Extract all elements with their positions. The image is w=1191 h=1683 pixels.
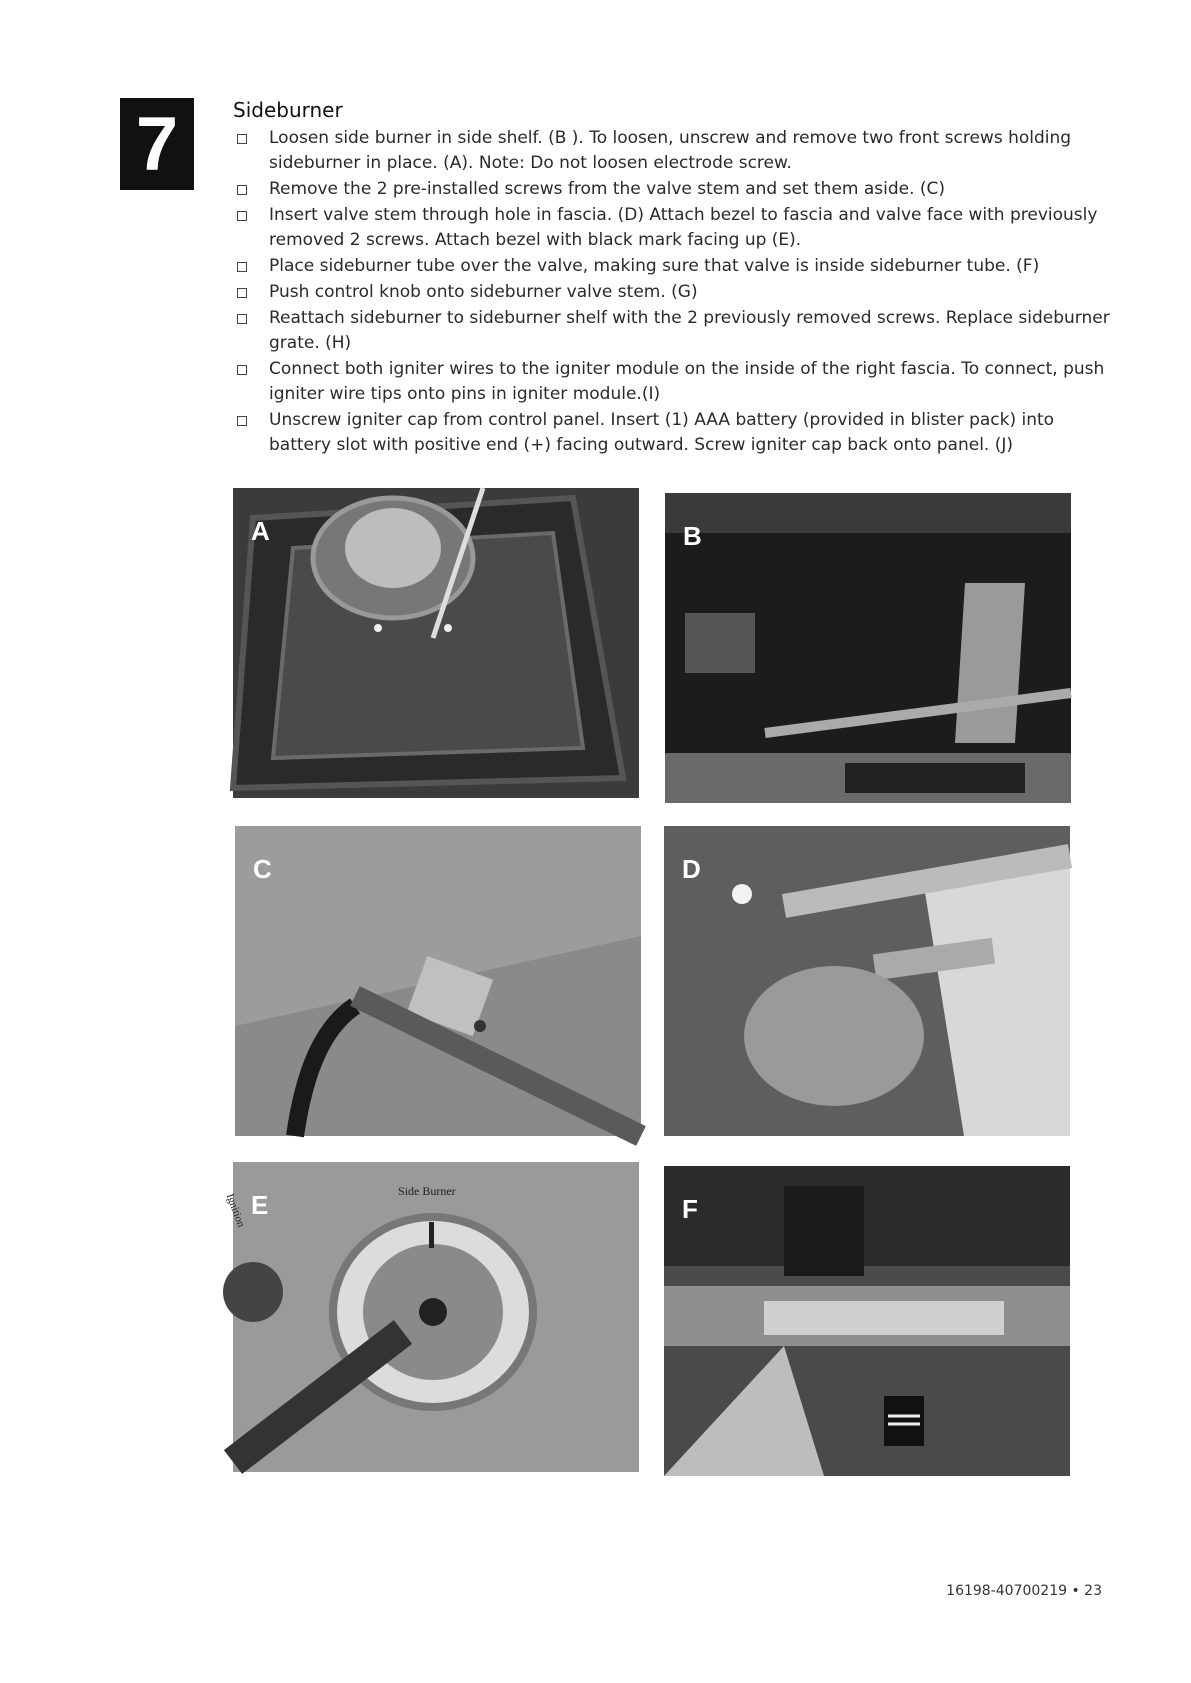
panel-label-side-burner: Side Burner (398, 1184, 456, 1198)
checkbox-icon (237, 416, 247, 426)
photo-b-side-shelf (665, 493, 1071, 803)
instruction-list (233, 126, 1113, 459)
instruction-text: Remove the 2 pre-installed screws from the valve stem and set them aside. (C) (269, 179, 946, 199)
checkbox-icon (237, 262, 247, 272)
instruction-text: Unscrew igniter cap from control panel. Insert (1) AAA battery (provided in blister pack) into battery slot with positive end (+) facing outward. Screw igniter cap back onto panel. (J) (269, 410, 1055, 455)
instruction-item (233, 408, 1113, 458)
checkbox-icon (237, 288, 247, 298)
instruction-text: Connect both igniter wires to the igniter module on the inside of the right fascia. To connect, push igniter wire tips onto pins in igniter module.(I) (269, 359, 1105, 404)
photo-label: A (251, 516, 270, 546)
checkbox-icon (237, 211, 247, 221)
photo-d-fascia-insert (664, 826, 1070, 1136)
checkbox-icon (237, 185, 247, 195)
side-shelf-illustration (665, 493, 1071, 803)
instruction-text: Push control knob onto sideburner valve stem. (G) (269, 282, 698, 302)
instruction-text: Insert valve stem through hole in fascia. (D) Attach bezel to fascia and valve face with previously removed 2 screws. Attach bezel with black mark facing up (E). (269, 205, 1098, 250)
fascia-insert-illustration (664, 826, 1070, 1136)
checkbox-icon (237, 365, 247, 375)
instruction-text: Loosen side burner in side shelf. (B ). To loosen, unscrew and remove two front screws holding sideburner in place. (A). Note: Do not loosen electrode screw. (269, 128, 1072, 173)
checkbox-icon (237, 314, 247, 324)
instruction-item (233, 357, 1113, 407)
page-footer: 16198-40700219 • 23 (946, 1583, 1102, 1599)
instruction-text: Reattach sideburner to sideburner shelf with the 2 previously removed screws. Replace sideburner grate. (H) (269, 308, 1110, 353)
section-title: Sideburner (233, 98, 343, 122)
photo-label: C (253, 854, 272, 884)
checkbox-icon (237, 134, 247, 144)
photo-c-valve-stem (235, 826, 641, 1136)
instruction-item (233, 203, 1113, 253)
instruction-item (233, 254, 1113, 279)
instruction-item (233, 177, 1113, 202)
panel-label-ignition: Ignition (223, 1192, 247, 1229)
photo-label: E (251, 1190, 269, 1220)
step-number-box (120, 98, 194, 190)
instruction-text: Place sideburner tube over the valve, making sure that valve is inside sideburner tube. (F) (269, 256, 1040, 276)
photo-label: F (682, 1194, 698, 1224)
instruction-item (233, 306, 1113, 356)
bezel-illustration (233, 1162, 639, 1472)
photo-label: B (683, 521, 702, 551)
instruction-item (233, 280, 1113, 305)
step-number: 7 (135, 101, 179, 187)
tube-over-valve-illustration (664, 1166, 1070, 1476)
instruction-item (233, 126, 1113, 176)
photo-label: D (682, 854, 701, 884)
photo-a-burner-shelf (233, 488, 639, 798)
burner-shelf-illustration (233, 488, 639, 798)
photo-e-bezel (223, 1162, 639, 1472)
photo-f-tube-over-valve (664, 1166, 1070, 1476)
valve-stem-illustration (235, 826, 641, 1136)
